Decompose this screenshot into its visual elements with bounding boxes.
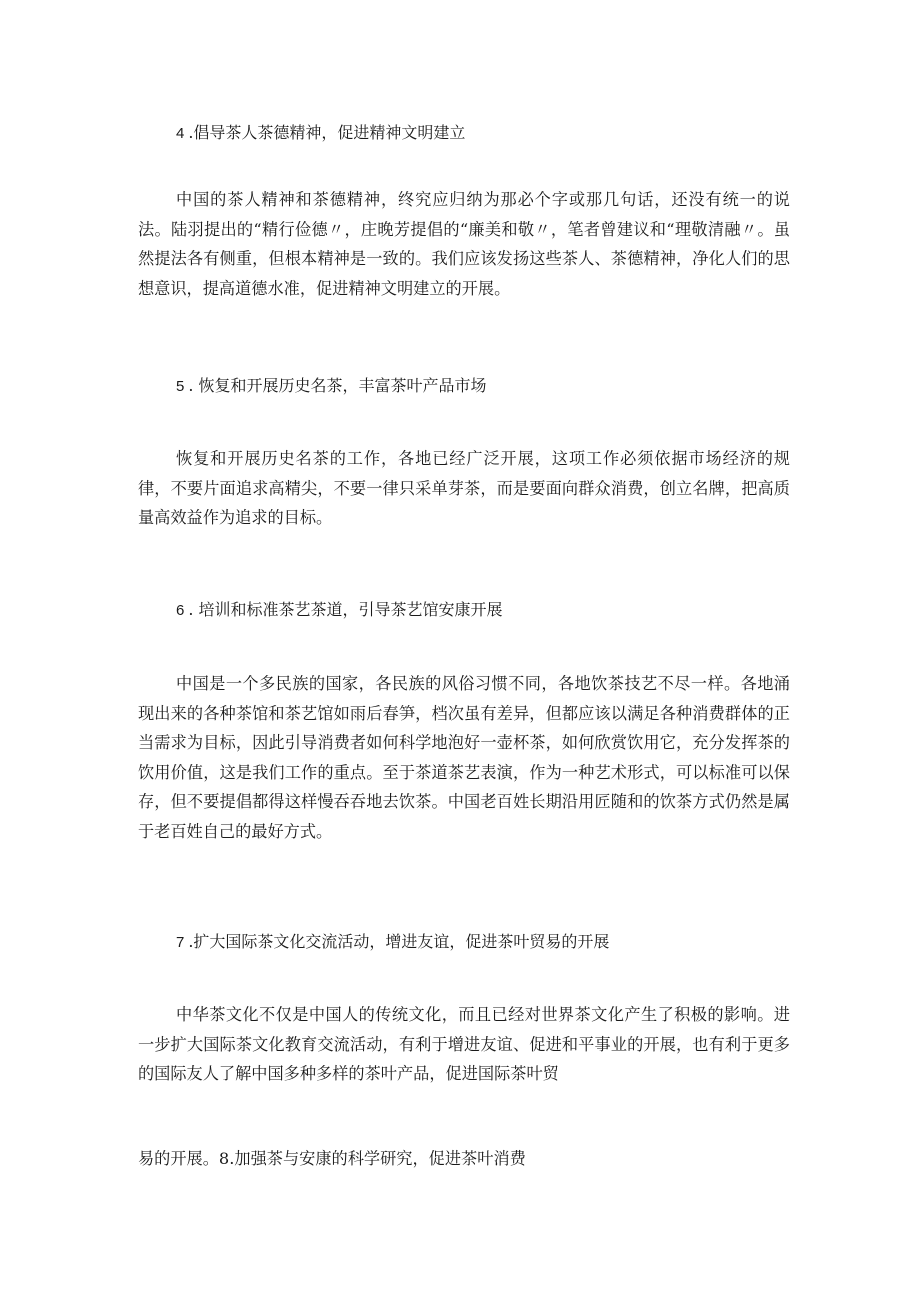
section-5-title: . 恢复和开展历史名茶，丰富茶叶产品市场: [188, 376, 487, 395]
section-6-heading: [176, 599, 503, 622]
section-5-heading: [176, 375, 487, 398]
section-6-number: 6: [176, 602, 185, 619]
section-5-number: 5: [176, 378, 185, 395]
section-4-title: .倡导茶人茶德精神，促进精神文明建立: [188, 123, 466, 142]
section-8-tail-line: 易的开展。8.加强茶与安康的科学研究，促进茶叶消费: [138, 1149, 526, 1168]
section-4-paragraph: 中国的茶人精神和茶德精神，终究应归纳为那必个字或那几句话，还没有统一的说法。陆羽提出的“精行俭德〃，庄晚芳提倡的“廉美和敬〃，笔者曾建议和“理敬清融〃。虽然提法各有侧重，但根本精神是一致的。我们应该发扬这些茶人、茶德精神，净化人们的思想意识，提高道德水准，促进精神文明建立的开展。: [138, 190, 790, 298]
section-4-number: 4: [176, 125, 185, 142]
section-7-title: .扩大国际茶文化交流活动，增进友谊，促进茶叶贸易的开展: [188, 932, 610, 951]
section-6-title: . 培训和标准茶艺茶道，引导茶艺馆安康开展: [188, 600, 503, 619]
section-7-paragraph: 中华茶文化不仅是中国人的传统文化，而且已经对世界茶文化产生了积极的影响。进一步扩大国际茶文化教育交流活动，有利于增进友谊、促进和平事业的开展，也有利于更多的国际友人了解中国多种多样的茶叶产品，促进国际茶叶贸: [138, 1005, 790, 1083]
section-5-paragraph: 恢复和开展历史名茶的工作，各地已经广泛开展，这项工作必须依据市场经济的规律，不要片面追求高精尖，不要一律只采单芽茶，而是要面向群众消费，创立名牌，把高质量高效益作为追求的目标。: [138, 449, 790, 527]
section-7-heading: [176, 931, 609, 954]
section-4-heading: [176, 122, 465, 145]
section-6-paragraph: 中国是一个多民族的国家，各民族的风俗习惯不同，各地饮茶技艺不尽一样。各地涌现出来的各种茶馆和茶艺馆如雨后春笋，档次虽有差异，但都应该以满足各种消费群体的正当需求为目标，因此引导消费者如何科学地泡好一壶杯茶，如何欣赏饮用它，充分发挥茶的饮用价值，这是我们工作的重点。至于茶道茶艺表演，作为一种艺术形式，可以标准可以保存，但不要提倡都得这样慢吞吞地去饮茶。中国老百姓长期沿用匠随和的饮茶方式仍然是属于老百姓自己的最好方式。: [138, 674, 790, 841]
section-7-number: 7: [176, 934, 185, 951]
